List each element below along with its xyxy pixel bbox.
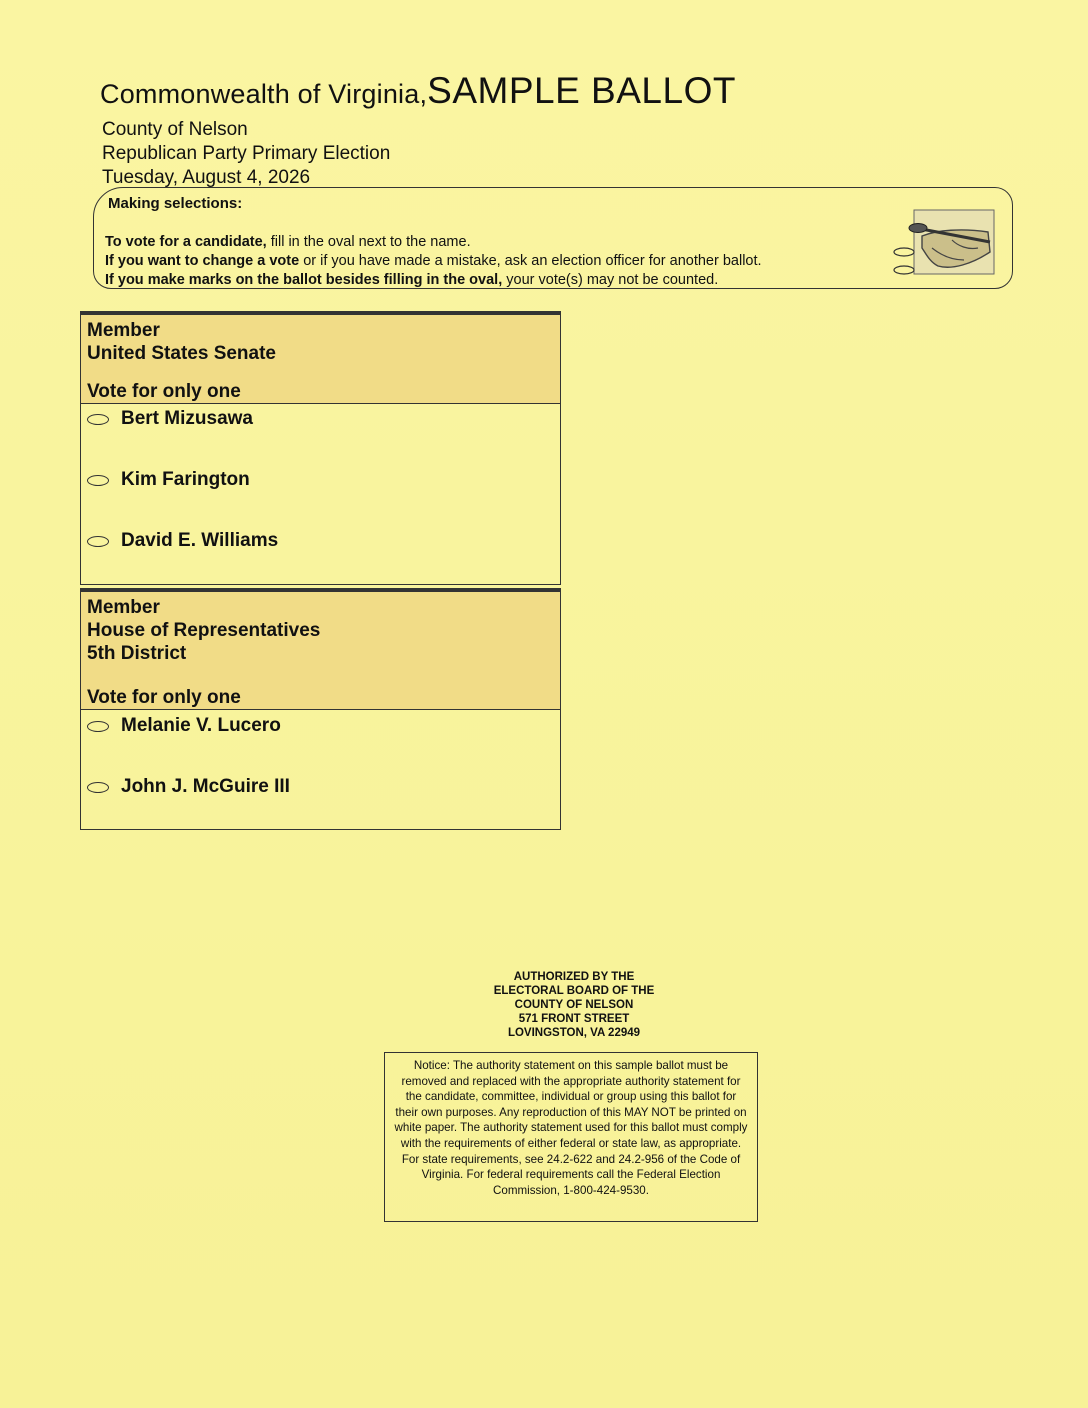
title-prefix: Commonwealth of Virginia, — [100, 79, 428, 109]
candidate-name: David E. Williams — [121, 530, 279, 551]
authority-line-2: ELECTORAL BOARD OF THE — [493, 985, 655, 997]
office-line-2: United States Senate — [87, 343, 276, 364]
instruction-line-1-rest: fill in the oval next to the name. — [266, 234, 471, 250]
election-date: Tuesday, August 4, 2026 — [102, 167, 311, 188]
instruction-line-1-bold: To vote for a candidate, — [105, 234, 267, 250]
instructions-box — [93, 187, 1013, 289]
instructions-heading: Making selections: — [108, 195, 243, 212]
candidate-option[interactable] — [87, 469, 250, 491]
instruction-line-1 — [105, 234, 471, 250]
vote-for-instruction: Vote for only one — [87, 687, 241, 708]
county-name: County of Nelson — [102, 119, 248, 140]
oval-icon[interactable] — [87, 536, 109, 547]
candidate-name: Bert Mizusawa — [121, 408, 253, 429]
oval-icon[interactable] — [87, 475, 109, 486]
authority-line-1: AUTHORIZED BY THE — [513, 971, 635, 983]
title-sample-ballot: SAMPLE BALLOT — [427, 70, 736, 111]
instruction-line-2 — [105, 253, 762, 269]
notice-box — [384, 1052, 758, 1222]
candidate-name: Melanie V. Lucero — [121, 715, 281, 736]
candidate-option[interactable] — [87, 530, 278, 552]
authority-line-4: 571 FRONT STREET — [518, 1013, 630, 1025]
candidate-option[interactable] — [87, 408, 253, 430]
oval-icon[interactable] — [87, 414, 109, 425]
instruction-line-3 — [105, 272, 718, 288]
candidate-option[interactable] — [87, 715, 281, 737]
ballot-title — [100, 70, 736, 112]
vote-for-instruction: Vote for only one — [87, 381, 241, 402]
authority-line-3: COUNTY OF NELSON — [514, 999, 634, 1011]
instruction-line-3-rest: your vote(s) may not be counted. — [502, 272, 719, 288]
authority-line-5: LOVINGSTON, VA 22949 — [507, 1027, 641, 1039]
oval-icon[interactable] — [87, 782, 109, 793]
instruction-line-2-rest: or if you have made a mistake, ask an election officer for another ballot. — [299, 253, 762, 269]
hand-marking-oval-icon — [892, 208, 996, 278]
contest-header — [81, 592, 560, 710]
election-name: Republican Party Primary Election — [102, 143, 391, 164]
instruction-line-3-bold: If you make marks on the ballot besides filling in the oval, — [105, 272, 503, 288]
candidate-option[interactable] — [87, 776, 290, 798]
office-line-1: Member — [87, 597, 160, 618]
candidate-name: Kim Farington — [121, 469, 250, 490]
office-line-1: Member — [87, 320, 160, 341]
contest-us-senate — [80, 311, 561, 585]
oval-icon[interactable] — [87, 721, 109, 732]
office-line-3: 5th District — [87, 643, 187, 664]
contest-header — [81, 315, 560, 404]
notice-text: Notice: The authority statement on this sample ballot must be removed and replaced with the appropriate authority statement for the candidate, committee, individual or group using this ballot for their own purposes. Any reproduction of this MAY NOT be printed on white paper. The authority statement used for this ballot must comply with the requirements of either federal or state law, as appropriate. For state requirements, see 24.2-622 and 24.2-956 of the Code of Virginia. For federal requirements call the Federal Election Commission, 1-800-424-9530. — [394, 1059, 748, 1197]
contest-house-5th-district — [80, 588, 561, 830]
candidate-name: John J. McGuire III — [121, 776, 290, 797]
authority-statement — [444, 970, 704, 1040]
office-line-2: House of Representatives — [87, 620, 321, 641]
instruction-line-2-bold: If you want to change a vote — [105, 253, 300, 269]
